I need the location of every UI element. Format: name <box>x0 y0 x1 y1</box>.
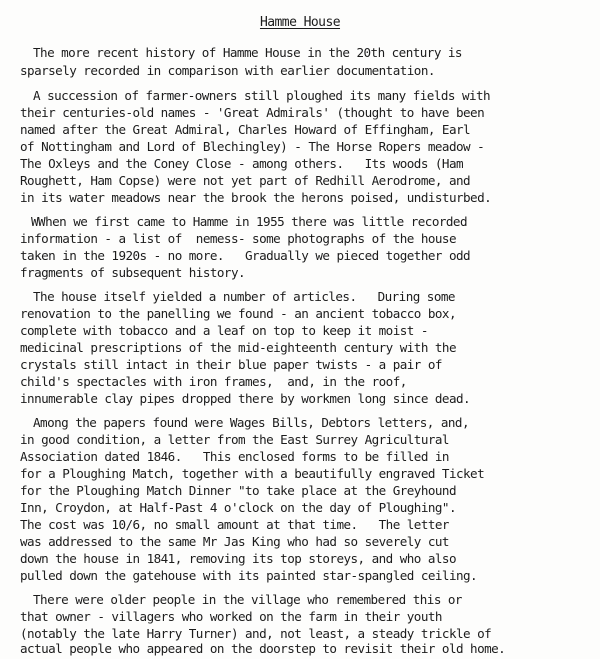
text-line: for a Ploughing Match, together with a beautifully engraved Ticket <box>20 466 485 481</box>
text-line: in good condition, a letter from the East Surrey Agricultural <box>20 432 449 447</box>
text-line: Inn, Croydon, at Half-Past 4 o'clock on the day of Ploughing". <box>20 500 456 515</box>
text-line: was addressed to the same Mr Jas King who had so severely cut <box>20 534 449 549</box>
page-title <box>0 14 600 32</box>
title-text: Hamme House <box>259 15 341 30</box>
text-line: The cost was 10/6, no small amount at that time. The letter <box>20 517 449 532</box>
text-line: information - a list of nemess- some photographs of the house <box>20 231 456 246</box>
text-line: The Oxleys and the Coney Close - among others. Its woods (Ham <box>20 156 464 171</box>
text-line: pulled down the gatehouse with its painted star-spangled ceiling. <box>20 568 478 583</box>
text-line: A succession of farmer-owners still ploughed its many fields with <box>33 88 491 103</box>
text-line: Roughett, Ham Copse) were not yet part of Redhill Aerodrome, and <box>20 173 471 188</box>
text-line: Association dated 1846. This enclosed forms to be filled in <box>20 449 449 464</box>
text-line: renovation to the panelling we found - an ancient tobacco box, <box>20 306 456 321</box>
text-line: (notably the late Harry Turner) and, not least, a steady trickle of <box>20 626 492 641</box>
text-line: fragments of subsequent history. <box>20 265 246 280</box>
text-line: child's spectacles with iron frames, and, in the roof, <box>20 374 407 389</box>
text-line: Among the papers found were Wages Bills, Debtors letters, and, <box>33 415 469 430</box>
text-line: complete with tobacco and a leaf on top to keep it moist - <box>20 323 428 338</box>
text-line: for the Ploughing Match Dinner "to take place at the Greyhound <box>20 483 456 498</box>
text-line: The house itself yielded a number of articles. During some <box>33 289 455 304</box>
text-line: The more recent history of Hamme House in the 20th century is <box>33 45 462 60</box>
text-line: that owner - villagers who worked on the farm in their youth <box>20 609 442 624</box>
text-line: crystals still intact in their blue paper twists - a pair of <box>20 357 442 372</box>
text-line: down the house in 1841, removing its top storeys, and who also <box>20 551 456 566</box>
text-line: There were older people in the village who remembered this or <box>33 592 462 607</box>
text-line: named after the Great Admiral, Charles Howard of Effingham, Earl <box>20 122 471 137</box>
text-line: their centuries-old names - 'Great Admirals' (thought to have been <box>20 105 485 120</box>
text-line: taken in the 1920s - no more. Gradually we pieced together odd <box>20 248 471 263</box>
text-line: of Nottingham and Lord of Blechingley) - The Horse Ropers meadow - <box>20 139 485 154</box>
text-line: WWhen we first came to Hamme in 1955 there was little recorded <box>31 214 467 229</box>
text-line: actual people who appeared on the doorstep to revisit their old home. <box>20 641 506 656</box>
text-line: medicinal prescriptions of the mid-eighteenth century with the <box>20 340 456 355</box>
text-line: sparsely recorded in comparison with earlier documentation. <box>20 63 435 78</box>
text-line: innumerable clay pipes dropped there by workmen long since dead. <box>20 391 471 406</box>
text-line: in its water meadows near the brook the herons poised, undisturbed. <box>20 190 492 205</box>
